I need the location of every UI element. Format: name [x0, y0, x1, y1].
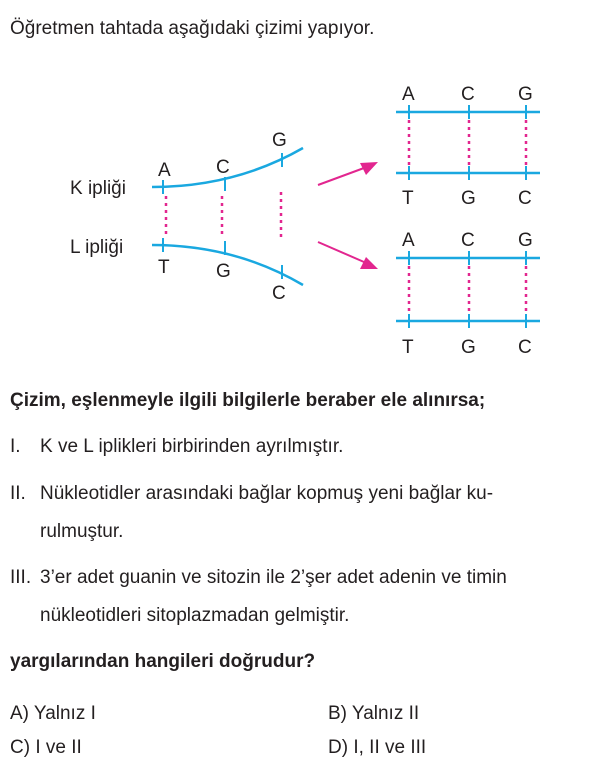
arrow-down [318, 242, 364, 262]
option-a[interactable]: A) Yalnız I [10, 703, 96, 724]
intro-text: Öğretmen tahtada aşağıdaki çizimi yapıyor. [10, 18, 375, 39]
base-letter: C [461, 84, 475, 105]
base-letter: G [461, 337, 476, 358]
l-strand-label: L ipliği [70, 237, 124, 258]
base-letter: G [518, 230, 533, 251]
statement-line: 3’er adet guanin ve sitozin ile 2’şer adet adenin ve timin [40, 567, 507, 588]
option-d[interactable]: D) I, II ve III [328, 737, 427, 758]
base-letter: A [402, 230, 415, 251]
base-letter: A [158, 160, 171, 181]
option-c[interactable]: C) I ve II [10, 737, 82, 758]
prompt-text: yargılarından hangileri doğrudur? [10, 651, 316, 672]
base-letter: C [518, 188, 532, 209]
statement-line: nükleotidleri sitoplazmadan gelmiştir. [40, 605, 350, 626]
dna-replication-figure [0, 70, 612, 370]
base-letter: G [272, 130, 287, 151]
base-letter: G [518, 84, 533, 105]
statement-number: III. [10, 567, 32, 588]
statement-number: II. [10, 483, 26, 504]
question-text: Çizim, eşlenmeyle ilgili bilgilerle beraber ele alınırsa; [10, 390, 486, 411]
base-letter: C [216, 157, 230, 178]
k-strand-label: K ipliği [70, 178, 126, 199]
statement-line: Nükleotidler arasındaki bağlar kopmuş yeni bağlar ku- [40, 483, 494, 504]
base-letter: G [461, 188, 476, 209]
base-letter: T [158, 257, 170, 278]
base-letter: C [518, 337, 532, 358]
statement-line: K ve L iplikleri birbirinden ayrılmıştır. [40, 436, 344, 457]
base-letter: T [402, 337, 414, 358]
statement-number: I. [10, 436, 21, 457]
base-letter: A [402, 84, 415, 105]
base-letter: G [216, 261, 231, 282]
statement-line: rulmuştur. [40, 521, 124, 542]
option-b[interactable]: B) Yalnız II [328, 703, 420, 724]
base-letter: C [272, 283, 286, 304]
base-letter: C [461, 230, 475, 251]
base-letter: T [402, 188, 414, 209]
arrow-down-head [360, 257, 378, 269]
arrow-up [318, 168, 364, 185]
